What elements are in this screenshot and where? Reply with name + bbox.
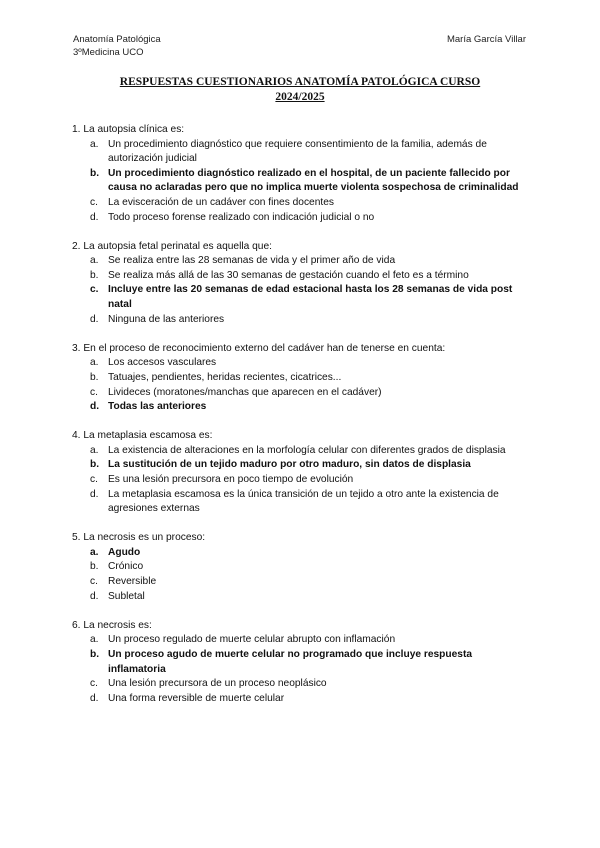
option-text: Ninguna de las anteriores — [108, 313, 225, 325]
title-line-1: RESPUESTAS CUESTIONARIOS ANATOMÍA PATOLÓGICA CURSO — [119, 76, 481, 88]
answer-option — [72, 138, 532, 167]
question-text: 1. La autopsia clínica es: — [72, 124, 185, 135]
option-letter: c. — [90, 386, 98, 398]
answer-options — [72, 356, 532, 414]
option-letter: b. — [90, 269, 99, 281]
option-text: Crónico — [108, 561, 144, 573]
option-text: Un proceso regulado de muerte celular abrupto con inflamación — [108, 634, 396, 646]
option-text: Una forma reversible de muerte celular — [108, 692, 285, 704]
option-text: Un procedimiento diagnóstico realizado en el hospital, de un paciente fallecido por causa no aclaradas pero que no implica muerte violenta sospechosa de criminalidad — [108, 167, 519, 194]
answer-option — [72, 575, 532, 590]
title-line-2: 2024/2025 — [275, 90, 325, 103]
answer-option — [72, 444, 532, 459]
answer-option — [72, 633, 532, 648]
option-text: Reversible — [108, 576, 157, 588]
option-text: Los accesos vasculares — [108, 357, 217, 369]
option-text: Una lesión precursora de un proceso neoplásico — [108, 678, 327, 690]
answer-option — [72, 560, 532, 575]
option-letter: d. — [90, 692, 99, 704]
header-author: María García Villar — [446, 34, 526, 45]
answer-options — [72, 138, 532, 226]
option-text: La existencia de alteraciones en la morfología celular con diferentes grados de displasia — [108, 444, 506, 456]
option-letter: a. — [90, 138, 99, 150]
answer-option — [72, 488, 532, 517]
option-text: Todas las anteriores — [108, 401, 207, 413]
header-subject: Anatomía Patológica — [73, 34, 161, 45]
option-letter: d. — [90, 211, 99, 223]
answer-option — [72, 356, 532, 371]
answer-options — [72, 633, 532, 706]
answer-options — [72, 546, 532, 604]
question-text: 3. En el proceso de reconocimiento externo del cadáver han de tenerse en cuenta: — [72, 342, 446, 354]
question-1 — [72, 123, 532, 225]
answer-option — [72, 386, 532, 401]
option-letter: a. — [90, 357, 99, 369]
question-5 — [72, 531, 532, 604]
question-text: 5. La necrosis es un proceso: — [72, 532, 206, 544]
answer-option — [72, 313, 532, 328]
answer-option — [72, 473, 532, 488]
option-letter: b. — [90, 371, 99, 383]
option-letter: a. — [90, 546, 99, 558]
option-letter: c. — [90, 678, 98, 690]
option-letter: c. — [90, 196, 98, 208]
answer-option — [72, 692, 532, 707]
question-4 — [72, 429, 532, 517]
option-text: Un procedimiento diagnóstico que requiere consentimiento de la familia, además de autorización judicial — [108, 138, 487, 165]
option-text: Livideces (moratones/manchas que aparecen en el cadáver) — [108, 386, 382, 398]
answer-options — [72, 254, 532, 327]
document-title — [100, 75, 500, 104]
header-course: 3ºMedicina UCO — [73, 47, 144, 58]
answer-option — [72, 254, 532, 269]
option-text: Se realiza más allá de las 30 semanas de gestación cuando el feto es a término — [108, 269, 469, 281]
option-letter: d. — [90, 313, 99, 325]
answer-options — [72, 444, 532, 517]
option-text: La metaplasia escamosa es la única transición de un tejido a otro ante la existencia de agresiones externas — [108, 488, 499, 515]
answer-option-correct — [72, 546, 532, 561]
option-text: Un proceso agudo de muerte celular no programado que incluye respuesta inflamatoria — [108, 648, 473, 675]
option-text: Tatuajes, pendientes, heridas recientes, cicatrices... — [108, 371, 342, 383]
question-text: 6. La necrosis es: — [72, 619, 152, 631]
answer-option — [72, 211, 532, 226]
option-letter: d. — [90, 401, 100, 413]
option-letter: a. — [90, 444, 99, 456]
option-letter: c. — [90, 576, 98, 588]
option-letter: c. — [90, 473, 98, 485]
answer-option-correct — [72, 458, 532, 473]
answer-option-correct — [72, 400, 532, 415]
option-letter: d. — [90, 488, 99, 500]
option-letter: a. — [90, 255, 99, 267]
option-letter: b. — [90, 648, 100, 660]
answer-option — [72, 371, 532, 386]
option-letter: b. — [90, 561, 99, 573]
answer-option-correct — [72, 283, 532, 312]
option-text: La sustitución de un tejido maduro por otro maduro, sin datos de displasia — [108, 459, 471, 471]
option-text: Todo proceso forense realizado con indicación judicial o no — [108, 211, 375, 223]
option-text: Agudo — [108, 546, 141, 558]
header-left — [73, 33, 161, 59]
answer-option — [72, 677, 532, 692]
option-letter: b. — [90, 459, 100, 471]
option-text: Subletal — [108, 590, 145, 602]
answer-option-correct — [72, 648, 532, 677]
question-list — [72, 123, 532, 721]
option-text: Incluye entre las 20 semanas de edad estacional hasta los 28 semanas de vida post natal — [108, 284, 513, 311]
question-2 — [72, 240, 532, 328]
option-letter: a. — [90, 634, 99, 646]
option-letter: c. — [90, 284, 99, 296]
option-text: Es una lesión precursora en poco tiempo de evolución — [108, 473, 354, 485]
option-text: La evisceración de un cadáver con fines docentes — [108, 196, 334, 208]
question-text: 2. La autopsia fetal perinatal es aquella que: — [72, 240, 272, 252]
option-text: Se realiza entre las 28 semanas de vida y el primer año de vida — [108, 255, 396, 267]
question-text: 4. La metaplasia escamosa es: — [72, 430, 213, 442]
answer-option — [72, 269, 532, 284]
question-6 — [72, 619, 532, 707]
option-letter: d. — [90, 590, 99, 602]
answer-option — [72, 196, 532, 211]
question-3 — [72, 342, 532, 415]
option-letter: b. — [90, 167, 100, 179]
answer-option — [72, 590, 532, 605]
answer-option-correct — [72, 167, 532, 196]
